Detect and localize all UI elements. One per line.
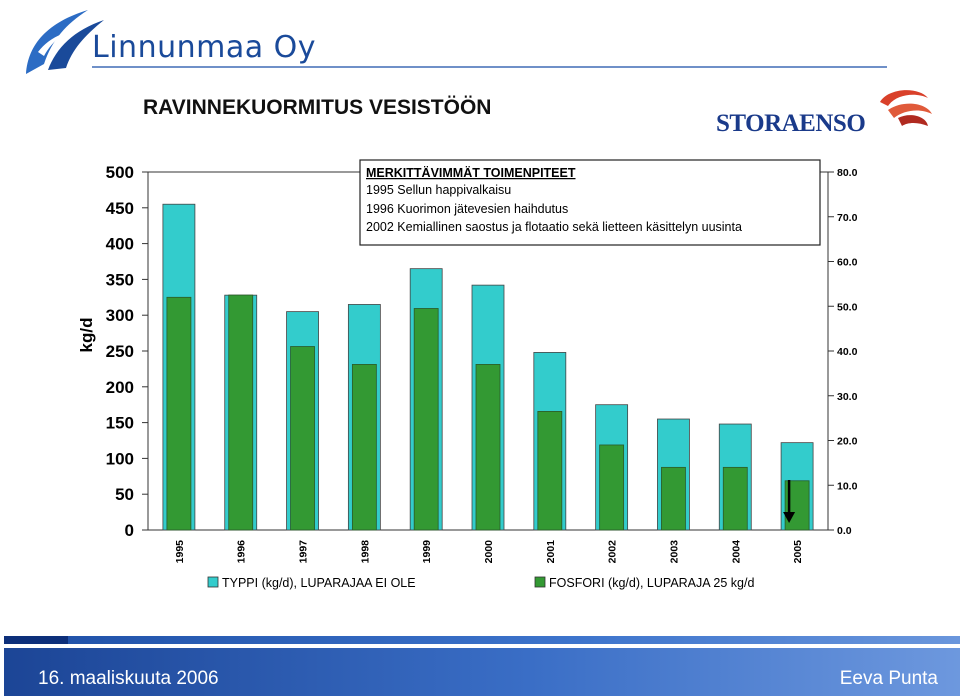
right-tick-label: 30.0: [837, 390, 858, 403]
right-tick-label: 60.0: [837, 256, 858, 269]
x-tick-label: 2002: [606, 540, 619, 564]
bar-fosfori: [538, 411, 562, 530]
footer-date: 16. maaliskuuta 2006: [38, 668, 219, 689]
bar-fosfori: [723, 467, 747, 530]
right-tick-label: 10.0: [837, 480, 858, 493]
right-tick-label: 80.0: [837, 167, 858, 179]
left-axis-ticks: [106, 163, 148, 540]
x-tick-label: 1996: [235, 540, 248, 564]
x-tick-label: 2005: [792, 540, 805, 564]
left-tick-label: 50: [115, 485, 134, 505]
left-tick-label: 250: [105, 342, 134, 361]
x-tick-label: 1995: [173, 540, 186, 564]
bar-fosfori: [352, 364, 376, 530]
x-axis-labels: [174, 540, 804, 564]
right-axis-ticks: [828, 167, 858, 537]
left-tick-label: 150: [105, 413, 134, 433]
footer-author: Eeva Punta: [839, 668, 938, 689]
x-tick-label: 2001: [544, 540, 557, 564]
brand-name: Linnunmaa Oy: [92, 30, 316, 65]
right-tick-label: 50.0: [837, 301, 858, 314]
slide-footer: [0, 630, 960, 696]
legend-label-fosfori: FOSFORI (kg/d), LUPARAJA 25 kg/d: [549, 576, 755, 590]
footer-stripe-accent: [4, 636, 68, 644]
x-tick-label: 2000: [483, 540, 495, 564]
bar-fosfori: [167, 297, 191, 530]
y-axis-label: kg/d: [77, 317, 96, 353]
x-tick-label: 1998: [359, 540, 372, 564]
bar-fosfori: [476, 364, 500, 530]
legend-label-typpi: TYPPI (kg/d), LUPARAJAA EI OLE: [222, 576, 416, 590]
right-tick-label: 40.0: [837, 346, 858, 358]
legend: [208, 576, 754, 590]
footer-stripe: [4, 636, 960, 644]
bar-fosfori: [600, 445, 624, 530]
storaenso-logo: [712, 84, 940, 140]
left-tick-label: 300: [105, 306, 134, 326]
x-tick-label: 1999: [421, 540, 434, 564]
left-tick-label: 0: [124, 521, 134, 540]
bar-fosfori: [414, 308, 438, 530]
annotation-box: [360, 160, 820, 245]
left-tick-label: 100: [105, 449, 134, 469]
left-tick-label: 400: [105, 234, 134, 254]
right-tick-label: 0.0: [837, 525, 852, 537]
legend-swatch-typpi: [208, 577, 218, 587]
annotation-line: 1996 Kuorimon jätevesien haihdutus: [366, 202, 569, 216]
bar-fosfori: [661, 467, 685, 530]
slide-title: RAVINNEKUORMITUS VESISTÖÖN: [143, 96, 492, 119]
left-tick-label: 200: [105, 377, 134, 397]
legend-swatch-fosfori: [535, 577, 545, 587]
left-tick-label: 350: [105, 270, 134, 290]
x-tick-label: 2004: [730, 540, 743, 564]
annotation-title: MERKITTÄVIMMÄT TOIMENPITEET: [366, 166, 576, 180]
annotation-line: 2002 Kemiallinen saostus ja flotaatio sekä lietteen käsittelyn uusinta: [366, 220, 742, 234]
nutrient-load-chart: [70, 150, 950, 610]
left-tick-label: 450: [105, 198, 134, 218]
storaenso-logo-text: STORAENSO: [716, 110, 866, 137]
right-tick-label: 20.0: [837, 435, 858, 448]
slide-header: [0, 0, 960, 80]
bar-fosfori: [229, 295, 253, 530]
x-tick-label: 1997: [297, 540, 310, 564]
right-tick-label: 70.0: [837, 211, 858, 224]
bar-fosfori: [291, 347, 315, 530]
x-tick-label: 2003: [668, 540, 681, 564]
header-divider: [92, 66, 887, 68]
left-tick-label: 500: [105, 163, 134, 182]
annotation-line: 1995 Sellun happivalkaisu: [366, 183, 512, 197]
